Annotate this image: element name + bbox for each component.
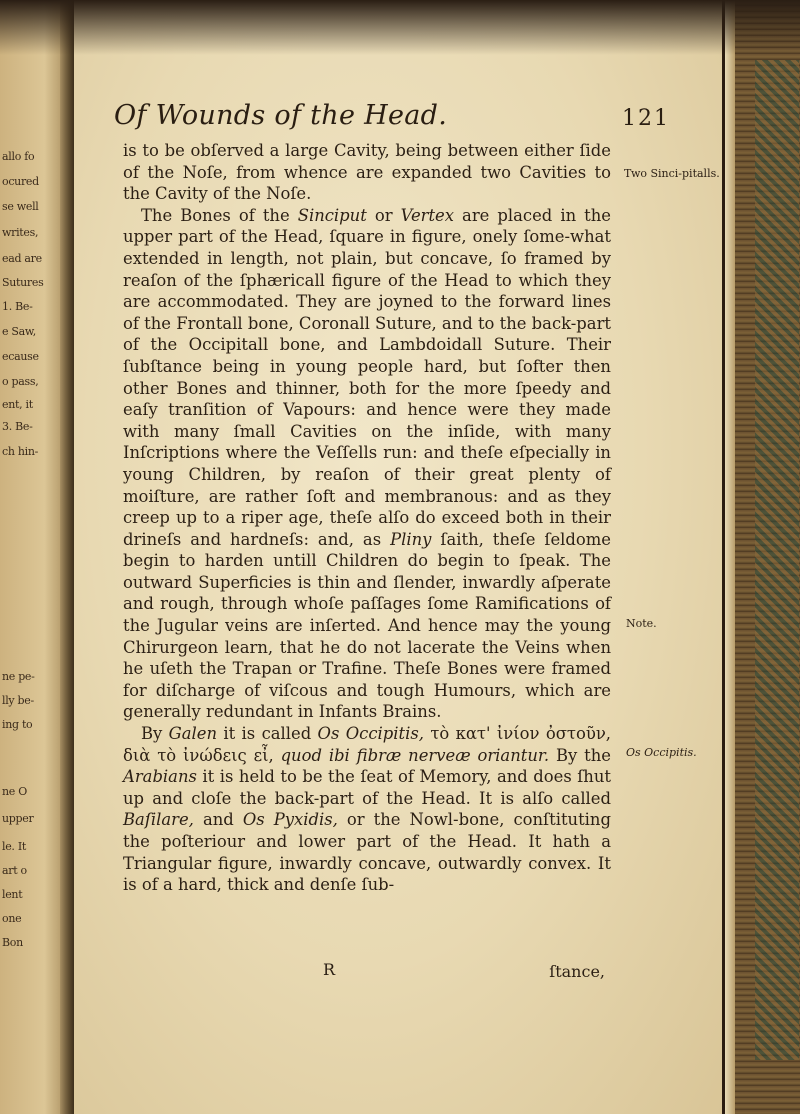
facing-page-fragment: art o — [2, 864, 27, 877]
facing-page-fragment: 3. Be- — [2, 420, 33, 433]
facing-page-fragment: e Saw, — [2, 325, 36, 338]
page-stack-edge — [725, 0, 735, 1114]
facing-page-fragment: se well — [2, 200, 39, 213]
page-footer — [123, 960, 611, 982]
facing-page-fragment: lly be- — [2, 694, 34, 707]
book-binding-edge — [722, 0, 800, 1114]
catchword: ſtance, — [549, 962, 605, 981]
facing-page-fragment: lent — [2, 888, 23, 901]
marbled-endpaper — [755, 60, 799, 1060]
gutter-shadow — [60, 0, 74, 1114]
facing-page-fragment: writes, — [2, 226, 39, 239]
margin-note-os-occipitis: Os Occipitis. — [626, 746, 697, 759]
facing-page-fragment: Sutures — [2, 276, 44, 289]
paragraph-1: is to be obſerved a large Cavity, being between either ſide of the Noſe, from whence are expanded two Cavities to the Cavity of the Noſe. — [123, 141, 611, 204]
facing-page-fragment: Bon — [2, 936, 23, 949]
running-title: Of Wounds of the Head. — [114, 100, 448, 131]
facing-page-fragment: ne pe- — [2, 670, 35, 683]
signature-mark: R — [323, 960, 336, 979]
facing-page-fragment: ent, it — [2, 398, 33, 411]
facing-page-fragment: ne O — [2, 785, 27, 798]
facing-page-fragment: o pass, — [2, 375, 39, 388]
paragraph-3: By Galen it is called Os Occipitis, τὸ κατ' ἰνίον ὀστοῦν, διὰ τὸ ἰνώδεις εἶ, quod ibi fibræ nerveæ oriantur. By the Arabians it is held to be the ſeat of Memory, and does ſhut up and cloſe the back-part of the Head. It is alſo called Baſilare, and Os Pyxidis, or the Nowl-bone, conſtituting the poſteriour and lower part of the Head. It hath a Triangular figure, inwardly concave, outwardly convex. It is of a hard, thick and denſe ſub- — [123, 724, 611, 895]
facing-page-fragment: ocured — [2, 175, 39, 188]
facing-page-fragment: 1. Be- — [2, 300, 33, 313]
facing-page-fragment: upper — [2, 812, 34, 825]
paragraph-2: The Bones of the Sinciput or Vertex are placed in the upper part of the Head, ſquare in figure, onely ſome-what extended in length, not plain, but concave, ſo framed by reaſon of the ſphæricall figure of the Head to which they are accommodated. They are joyned to the forward lines of the Frontall bone, Coronall Suture, and to the back-part of the Occipitall bone, and Lambdoidall Suture. Their ſubſtance being in young people hard, but ſofter then other Bones and thinner, both for the more ſpeedy and eaſy tranſition of Vapours: and hence were they made with many ſmall Cavities on the inſide, with many Inſcriptions where the Veſſells run: and theſe eſpecially in young Children, by reaſon of their great plenty of moiſture, are rather ſoft and membranous: and as they creep up to a riper age, theſe alſo do exceed both in their drineſs and hardneſs: and, as Pliny ſaith, theſe ſeldome begin to harden untill Children do begin to ſpeak. The outward Superficies is thin and ſlender, inwardly aſperate and rough, through whoſe paſſages ſome Ramifications of the Jugular veins are inſerted. And hence may the young Chirurgeon learn, that he do not lacerate the Veins when he uſeth the Trapan or Trafine. Theſe Bones were framed for diſcharge of viſcous and tough Humours, which are generally redundant in Infants Brains. — [123, 205, 612, 722]
facing-page-fragment: le. It — [2, 840, 26, 853]
facing-page-fragment: ing to — [2, 718, 33, 731]
facing-page-fragment: ch hin- — [2, 445, 39, 458]
page-number: 121 — [622, 106, 670, 131]
facing-page-fragment: allo fo — [2, 150, 35, 163]
body-text — [123, 140, 611, 896]
facing-page-fragment: one — [2, 912, 22, 925]
book-page — [74, 0, 722, 1114]
margin-note-sincipitalls: Two Sinci-pitalls. — [624, 167, 720, 180]
facing-page-edge — [0, 0, 74, 1114]
margin-note-note: Note. — [626, 617, 657, 630]
facing-page-fragment: ead are — [2, 252, 42, 265]
facing-page-fragment: ecause — [2, 350, 39, 363]
